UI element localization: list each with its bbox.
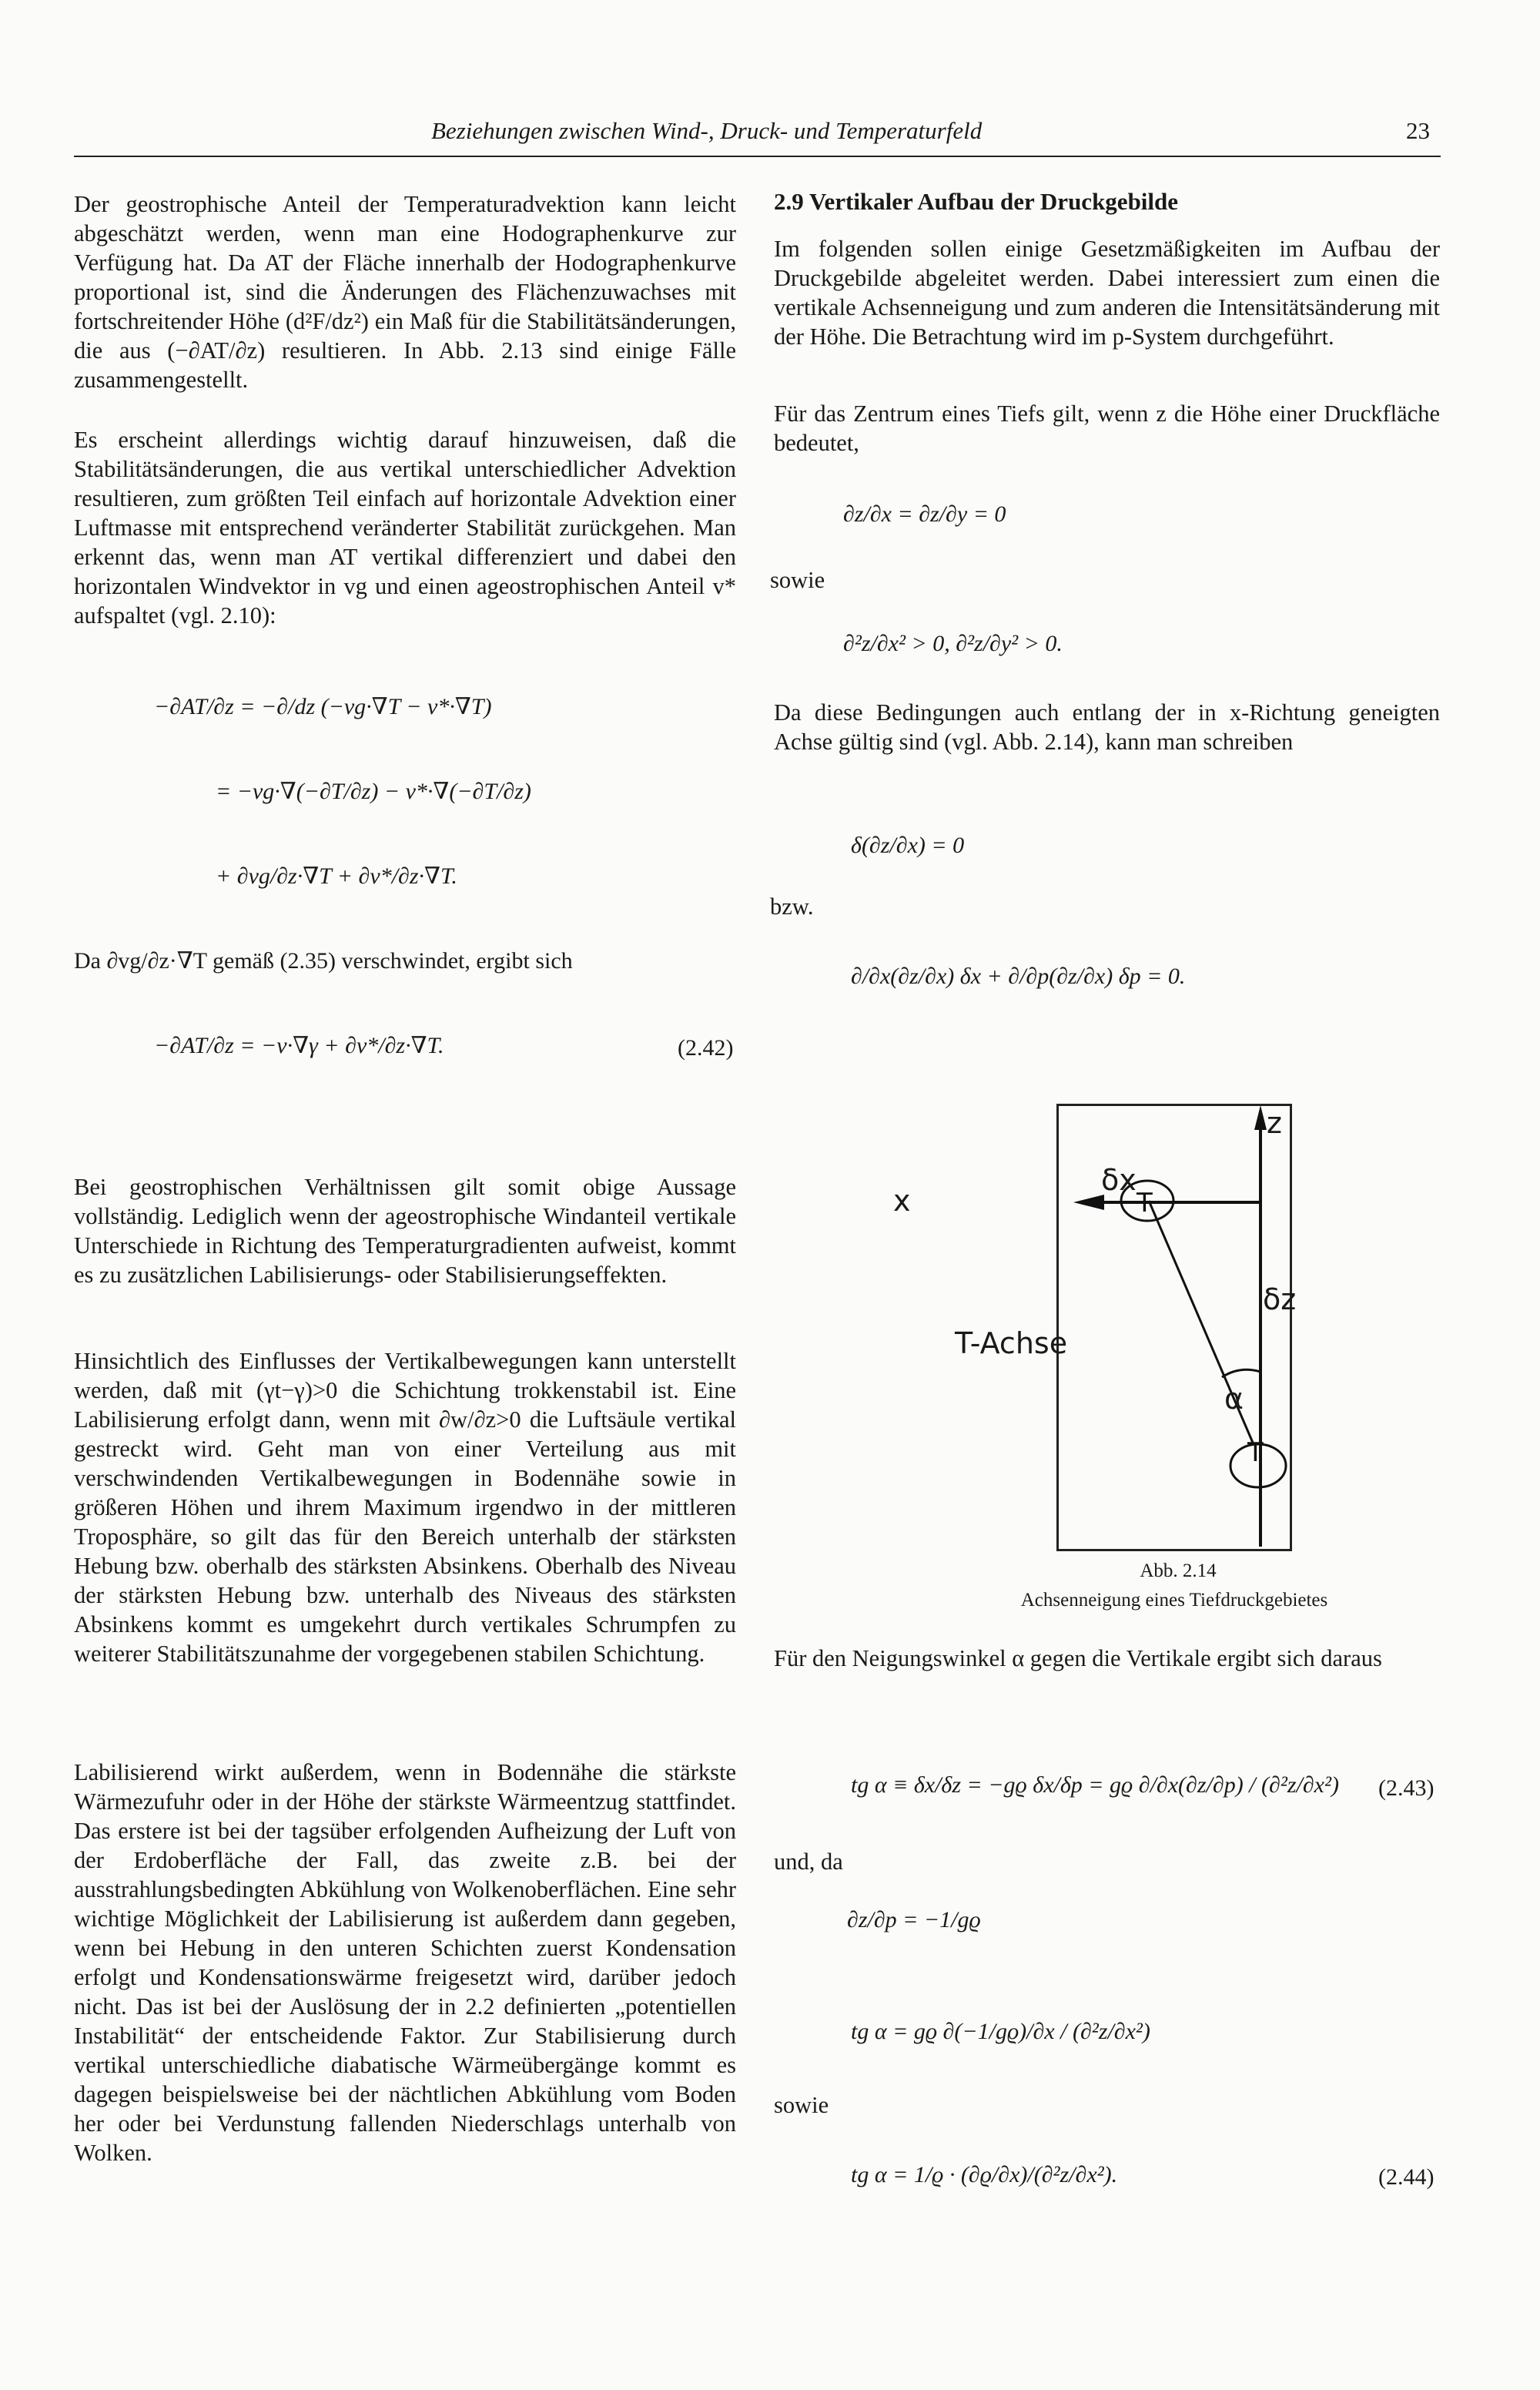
sowie-label-1: sowie — [770, 567, 825, 593]
angle-arc — [1222, 1369, 1260, 1377]
running-title: Beziehungen zwischen Wind-, Druck- und Temperaturfeld — [431, 117, 983, 144]
delta-x-label: δx — [1101, 1163, 1137, 1197]
bzw-label: bzw. — [770, 893, 814, 920]
equation-dz-dp: ∂z/∂p = −1/gϱ — [847, 1907, 981, 1932]
equation-2-44: tg α = 1/ϱ · (∂ϱ/∂x)/(∂²z/∂x²). — [851, 2162, 1118, 2187]
equation-number-2-44: (2.44) — [1378, 2164, 1435, 2190]
equation-number-2-43: (2.43) — [1378, 1775, 1435, 1801]
equation-tief-first: ∂z/∂x = ∂z/∂y = 0 — [843, 501, 1006, 527]
equation-number-2-42: (2.42) — [678, 1035, 734, 1061]
right-paragraph-3: Da diese Bedingungen auch entlang der in x-Richtung geneigten Achse gültig sind (vgl. Abb. 2.14), kann man schreiben — [774, 699, 1440, 755]
figure-caption: Achsenneigung eines Tiefdruckgebietes — [1020, 1590, 1328, 1611]
x-axis-arrowhead — [1073, 1195, 1104, 1210]
equation-delta: δ(∂z/∂x) = 0 — [851, 833, 965, 858]
da-line: Da ∂vg/∂z·∇T gemäß (2.35) verschwindet, ergibt sich — [74, 948, 573, 974]
equation-2-43: tg α ≡ δx/δz = −gϱ δx/δp = gϱ ∂/∂x(∂z/∂p) / (∂²z/∂x²) — [851, 1772, 1339, 1798]
equation-dAT-b: = −vg·∇(−∂T/∂z) − v*·∇(−∂T/∂z) — [216, 779, 531, 804]
z-axis-label: z — [1267, 1106, 1282, 1140]
equation-tief-second: ∂²z/∂x² > 0, ∂²z/∂y² > 0. — [843, 631, 1063, 656]
page-number: 23 — [1406, 117, 1430, 144]
t-axis-label: T-Achse — [955, 1326, 1068, 1360]
axis-tilt-diagram — [1056, 1104, 1287, 1547]
alpha-label: α — [1224, 1382, 1244, 1416]
section-heading: 2.9 Vertikaler Aufbau der Druckgebilde — [774, 188, 1179, 215]
left-paragraph-3: Bei geostrophischen Verhältnissen gilt somit obige Aussage vollständig. Lediglich wenn der ageostrophische Windanteil vertikale Unterschiede in Richtung des Temperaturgradienten aufweist, kommt es zu zusätzlichen Labilisierungs- oder Stabilisierungseffekten. — [74, 1174, 736, 1288]
equation-tg-intermediate: tg α = gϱ ∂(−1/gϱ)/∂x / (∂²z/∂x²) — [851, 2019, 1150, 2044]
equation-dAT-a: −∂AT/∂z = −∂/dz (−vg·∇T − v*·∇T) — [154, 694, 492, 719]
figure-number: Abb. 2.14 — [1140, 1560, 1217, 1581]
sowie-label-2: sowie — [774, 2092, 829, 2118]
equation-expand: ∂/∂x(∂z/∂x) δx + ∂/∂p(∂z/∂x) δp = 0. — [851, 964, 1186, 989]
delta-z-label: δz — [1263, 1282, 1297, 1316]
left-paragraph-2: Es erscheint allerdings wichtig darauf hinzuweisen, daß die Stabilitätsänderungen, die aus vertikal unterschiedlicher Advektion resultieren, zum größten Teil einfach auf horizontale Advektion einer Luftmasse mit entsprechend veränderter Stabilität zurückgehen. Man erkennt das, wenn man AT vertikal differenziert und dabei den horizontalen Windvektor in vg und einen ageostrophischen Anteil v* aufspaltet (vgl. 2.10): — [74, 427, 736, 629]
left-paragraph-1: Der geostrophische Anteil der Temperaturadvektion kann leicht abgeschätzt werden, wenn man eine Hodographenkurve zur Verfügung hat. Da AT der Fläche innerhalb der Hodographenkurve proportional ist, sind die Änderungen des Flächenzuwachses mit fortschreitender Höhe (d²F/dz²) ein Maß für die Stabilitätsänderungen, die aus (−∂AT/∂z) resultieren. In Abb. 2.13 sind einige Fälle zusammengestellt. — [74, 191, 736, 393]
lower-low-symbol: T — [1247, 1437, 1264, 1468]
und-da-label: und, da — [774, 1849, 843, 1875]
left-paragraph-4: Hinsichtlich des Einflusses der Vertikalbewegungen kann unterstellt werden, daß mit (γt−γ)>0 die Schichtung trokkenstabil ist. Eine Labilisierung erfolgt dann, wenn mit ∂w/∂z>0 die Luftsäule vertikal gestreckt wird. Geht man von einer Verteilung aus mit verschwindenden Vertikalbewegungen in Bodennähe sowie in größeren Höhen und ihrem Maximum irgendwo in der mittleren Troposphäre, so gilt das für den Bereich unterhalb der stärksten Hebung bzw. oberhalb des stärksten Absinkens. Oberhalb des Niveau der stärksten Hebung bzw. unterhalb des Niveaus des stärksten Absinkens kommt es umgekehrt durch vertikales Schrumpfen zu weiterer Stabilitätszunahme der vorgegebenen stabilen Schichtung. — [74, 1348, 736, 1667]
x-axis-label: x — [893, 1184, 911, 1218]
left-paragraph-5: Labilisierend wirkt außerdem, wenn in Bodennähe die stärkste Wärmezufuhr oder in der Höhe der stärkste Wärmeentzug stattfindet. Das erstere ist bei der tagsüber erfolgenden Aufheizung der Luft von der Erdoberfläche der Fall, das zweite z.B. bei der ausstrahlungsbedingten Abkühlung von Wolkenoberflächen. Eine sehr wichtige Möglichkeit der Labilisierung ist außerdem dann gegeben, wenn bei Hebung in den unteren Schichten zuerst Kondensation erfolgt und Kondensationswärme freigesetzt wird, darüber jedoch nicht. Das ist bei der Auslösung der in 2.2 definierten „potentiellen Instabilität“ der entscheidende Faktor. Zur Stabilisierung durch vertikal unterschiedliche diabatische Wärmeübergänge kommt es dagegen beispielsweise bei der nächtlichen Abkühlung vom Boden her oder bei Verdunstung fallenden Niederschlags unterhalb von Wolken. — [74, 1759, 736, 2166]
right-paragraph-4: Für den Neigungswinkel α gegen die Vertikale ergibt sich daraus — [774, 1645, 1382, 1671]
equation-2-42: −∂AT/∂z = −v·∇γ + ∂v*/∂z·∇T. — [154, 1033, 444, 1058]
z-axis-arrowhead — [1254, 1105, 1267, 1130]
equation-dAT-c: + ∂vg/∂z·∇T + ∂v*/∂z·∇T. — [216, 863, 457, 889]
upper-low-symbol: T — [1137, 1188, 1153, 1218]
right-paragraph-1: Im folgenden sollen einige Gesetzmäßigkeiten im Aufbau der Druckgebilde abgeleitet werden. Dabei interessiert zum einen die vertikale Achsenneigung und zum anderen die Intensitätsänderung mit der Höhe. Die Betrachtung wird im p-System durchgeführt. — [774, 236, 1440, 350]
right-paragraph-2: Für das Zentrum eines Tiefs gilt, wenn z die Höhe einer Druckfläche bedeutet, — [774, 401, 1440, 456]
header-rule — [74, 156, 1441, 157]
